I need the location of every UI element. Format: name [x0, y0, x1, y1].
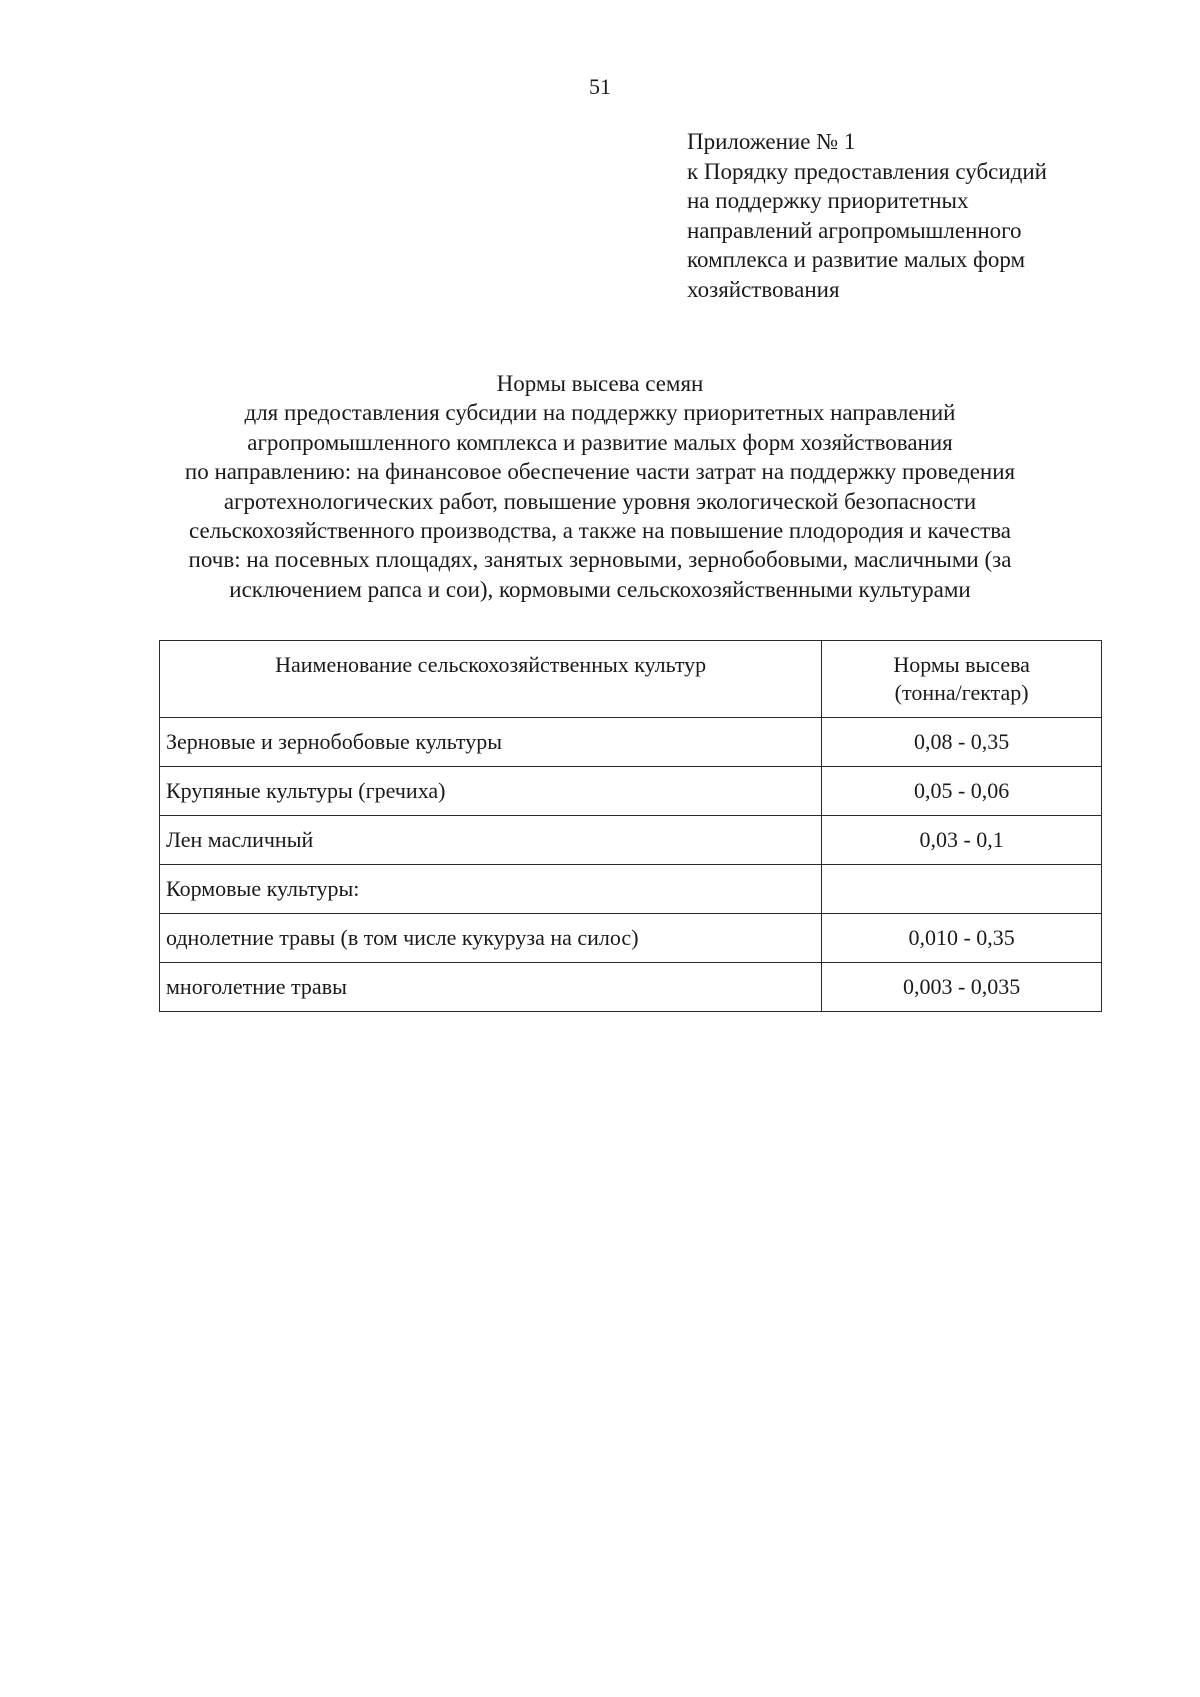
- title-line: агропромышленного комплекса и развитие малых форм хозяйствования: [247, 429, 953, 455]
- appendix-line: хозяйствования: [687, 276, 840, 302]
- crop-name-cell: Кормовые культуры:: [160, 865, 822, 914]
- table-row: [160, 816, 1102, 865]
- crop-name-cell: многолетние травы: [160, 963, 822, 1012]
- norm-value-cell: 0,05 - 0,06: [822, 767, 1102, 816]
- title-line: исключением рапса и сои), кормовыми сельскохозяйственными культурами: [229, 576, 971, 602]
- crop-name-cell: Лен масличный: [160, 816, 822, 865]
- crop-name-cell: однолетние травы (в том числе кукуруза на силос): [160, 914, 822, 963]
- appendix-reference: [687, 127, 1147, 304]
- crop-name-cell: Зерновые и зернобобовые культуры: [160, 718, 822, 767]
- table-header-row: [160, 641, 1102, 718]
- title-line: Нормы высева семян: [496, 371, 704, 396]
- table-row: [160, 865, 1102, 914]
- crop-name-cell: Крупяные культуры (гречиха): [160, 767, 822, 816]
- page-number: 51: [589, 74, 611, 99]
- table-row: [160, 767, 1102, 816]
- title-line: почв: на посевных площадях, занятых зерновыми, зернобобовыми, масличными (за: [188, 547, 1012, 573]
- table-row: [160, 718, 1102, 767]
- appendix-line: Приложение № 1: [687, 129, 856, 154]
- appendix-line: на поддержку приоритетных: [687, 188, 969, 213]
- title-line: для предоставления субсидии на поддержку приоритетных направлений: [244, 400, 956, 426]
- appendix-line: направлений агропромышленного: [687, 217, 1022, 243]
- table-row: [160, 914, 1102, 963]
- norm-value-cell: 0,03 - 0,1: [822, 816, 1102, 865]
- appendix-line: к Порядку предоставления субсидий: [687, 158, 1047, 184]
- table-row: [160, 963, 1102, 1012]
- appendix-line: комплекса и развитие малых форм: [687, 247, 1026, 272]
- norm-value-cell: 0,010 - 0,35: [822, 914, 1102, 963]
- header-norm-unit: (тонна/гектар): [894, 680, 1029, 705]
- norm-value-cell: 0,08 - 0,35: [822, 718, 1102, 767]
- document-title: [100, 369, 1100, 604]
- title-line: по направлению: на финансовое обеспечение части затрат на поддержку проведения: [184, 459, 1016, 485]
- seeding-norms-table: [159, 640, 1102, 1012]
- title-line: агротехнологических работ, повышение уровня экологической безопасности: [223, 488, 977, 514]
- norm-value-cell: [822, 865, 1102, 914]
- header-norm-line: Нормы высева: [893, 652, 1030, 677]
- header-crop-name: Наименование сельскохозяйственных культур: [160, 641, 822, 718]
- title-line: сельскохозяйственного производства, а также на повышение плодородия и качества: [189, 518, 1011, 544]
- norm-value-cell: 0,003 - 0,035: [822, 963, 1102, 1012]
- header-seeding-norm: [822, 641, 1102, 718]
